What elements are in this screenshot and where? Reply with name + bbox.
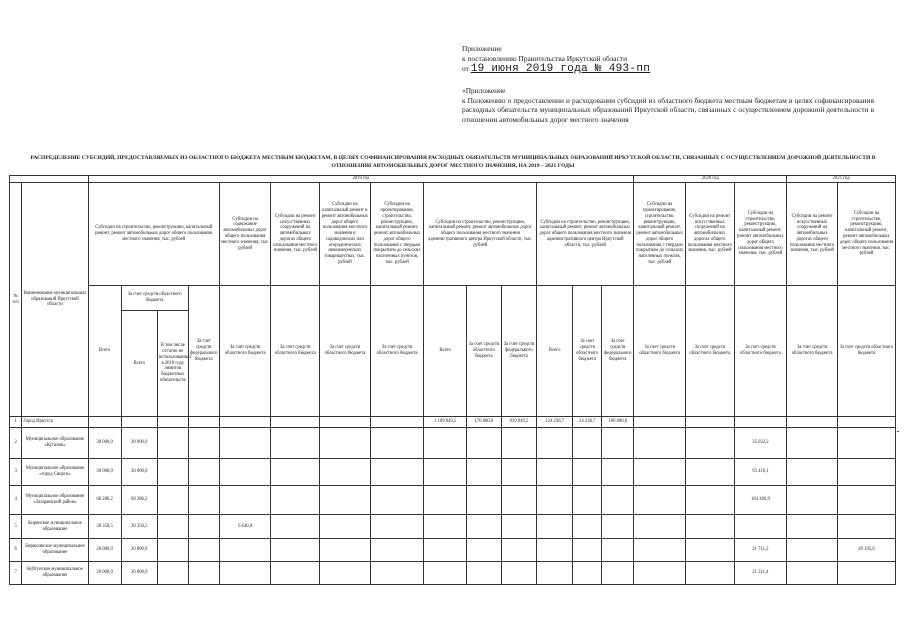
row-number: 2 bbox=[10, 428, 22, 459]
sub-regional-constr2021: За счет средств областного бюджета bbox=[837, 286, 895, 417]
appendix-label: Приложение bbox=[462, 44, 502, 53]
cell-value: 30 000,0 bbox=[88, 459, 121, 486]
cell-value bbox=[685, 486, 734, 515]
cell-value bbox=[501, 562, 536, 585]
cell-value bbox=[837, 515, 895, 539]
cell-value bbox=[157, 562, 188, 585]
sub-federal-adm2019: За счет средств федерального бюджета bbox=[501, 286, 536, 417]
cell-value: 21 311,4 bbox=[734, 562, 787, 585]
municipality-name: Муниципальное образование «город Свирск» bbox=[22, 459, 88, 486]
cell-value: 20 000,0 bbox=[121, 539, 157, 562]
cell-value: 184 400,9 bbox=[734, 486, 787, 515]
sub-regional-rural2020: За счет средств областного бюджета bbox=[634, 286, 686, 417]
cell-value bbox=[537, 539, 573, 562]
cell-value bbox=[634, 459, 686, 486]
cell-value: 21 711,2 bbox=[734, 539, 787, 562]
cell-value bbox=[634, 539, 686, 562]
resolution-line: к постановлению Правительства Иркутской области bbox=[462, 53, 628, 63]
col-2020-construction: Субсидии на строительство, реконструкцию, капитальный ремонт, ремонт автомобильных дорог общего пользования местного значения, тыс. рублей bbox=[734, 183, 787, 286]
sub-total-2019: Всего bbox=[88, 286, 121, 417]
cell-value: 30 350,5 bbox=[121, 515, 157, 539]
cell-value bbox=[466, 562, 501, 585]
cell-value bbox=[602, 515, 634, 539]
cell-value bbox=[370, 459, 424, 486]
sub-total-regional-2019: Всего bbox=[121, 311, 157, 417]
cell-value bbox=[837, 486, 895, 515]
cell-value: 30 000,0 bbox=[121, 428, 157, 459]
row-number: 6 bbox=[10, 539, 22, 562]
cell-value: 170 000,0 bbox=[466, 417, 501, 428]
sub-regional-adm2019: За счет средств областного бюджета bbox=[466, 286, 501, 417]
cell-value: 24 236,7 bbox=[573, 417, 602, 428]
municipality-name: Бирюсинское муниципальное образование bbox=[22, 539, 88, 562]
cell-value bbox=[787, 486, 838, 515]
sub-federal-2019: За счет средств федерального бюджета bbox=[188, 286, 219, 417]
col-2021-construction: Субсидии на строительство, реконструкцию, капитальный ремонт, ремонт автомобильных дорог общего пользования местного значения, тыс. рублей bbox=[837, 183, 895, 286]
cell-value bbox=[188, 459, 219, 486]
cell-value bbox=[188, 539, 219, 562]
cell-value bbox=[602, 486, 634, 515]
col-number: № п/п bbox=[10, 183, 22, 417]
col-2020-rural: Субсидии на проектирование, строительство, реконструкцию, капитальный ремонт, ремонт автомобильных дорог общего пользования с твердым покрытием до сельских населенных пунктов, тыс. рублей bbox=[634, 183, 686, 286]
cell-value bbox=[88, 417, 121, 428]
cell-value bbox=[320, 417, 371, 428]
sub-total-adm2020: Всего bbox=[537, 286, 573, 417]
sub-regional-artif2020: За счет средств областного бюджета bbox=[685, 286, 734, 417]
table-row bbox=[10, 515, 896, 539]
cell-value: 124 236,7 bbox=[537, 417, 573, 428]
municipality-name: Муниципальное образование «Куталик» bbox=[22, 428, 88, 459]
cell-value: 30 000,0 bbox=[88, 428, 121, 459]
cell-value bbox=[271, 459, 320, 486]
cell-value bbox=[219, 486, 271, 515]
cell-value bbox=[424, 459, 466, 486]
col-2019-artificial: Субсидии на ремонт искусственных сооружений на автомобильных дорогах общего пользования местного значения, тыс. рублей bbox=[271, 183, 320, 286]
col-2019-construction: Субсидии на строительство, реконструкцию, капитальный ремонт, ремонт автомобильных дорог общего пользования местного значения, тыс. рублей bbox=[88, 183, 219, 286]
cell-value bbox=[501, 515, 536, 539]
cell-value bbox=[219, 428, 271, 459]
cell-value bbox=[573, 562, 602, 585]
cell-value: 30 000,0 bbox=[121, 459, 157, 486]
cell-value bbox=[424, 428, 466, 459]
col-municipality: Наименование муниципальных образований Иркутской области bbox=[22, 183, 88, 417]
cell-value bbox=[320, 428, 371, 459]
cell-value bbox=[219, 539, 271, 562]
cell-value bbox=[370, 515, 424, 539]
cell-value bbox=[685, 562, 734, 585]
cell-value: 20 000,0 bbox=[88, 562, 121, 585]
cell-value bbox=[573, 515, 602, 539]
cell-value bbox=[602, 459, 634, 486]
cell-value bbox=[466, 428, 501, 459]
municipality-name: Муниципальное образование «Заларинский район» bbox=[22, 486, 88, 515]
cell-value bbox=[424, 486, 466, 515]
cell-value bbox=[157, 417, 188, 428]
cell-value: 49 105,6 bbox=[837, 539, 895, 562]
cell-value bbox=[370, 562, 424, 585]
cell-value bbox=[271, 539, 320, 562]
row-number: 4 bbox=[10, 486, 22, 515]
cell-value bbox=[685, 428, 734, 459]
cell-value: 30 350,5 bbox=[88, 515, 121, 539]
row-number: 5 bbox=[10, 515, 22, 539]
cell-value bbox=[466, 515, 501, 539]
year-2019: 2019 год bbox=[88, 176, 634, 183]
cell-value bbox=[634, 417, 686, 428]
date-line bbox=[462, 64, 650, 75]
cell-value bbox=[271, 515, 320, 539]
cell-value bbox=[787, 515, 838, 539]
cell-value: 20 000,0 bbox=[121, 562, 157, 585]
col-2019-gardening: Субсидии на капитальный ремонт и ремонт автомобильных дорог общего пользования местного значения в садоводческих или огороднических некоммерческих товариществах, тыс. рублей bbox=[320, 183, 371, 286]
cell-value bbox=[157, 515, 188, 539]
cell-value: 68 286,2 bbox=[121, 486, 157, 515]
cell-value bbox=[370, 417, 424, 428]
table-row bbox=[10, 428, 896, 459]
regulation-text: к Положению о предоставлении и расходовании субсидий из областного бюджета местным бюджетам в целях софинансирования расходных обязательств муниципальных образований Иркутской области, связанных с осуществлением дорожной деятельности в отношении автомобильных дорог местного значения bbox=[462, 95, 874, 124]
cell-value bbox=[370, 428, 424, 459]
cell-value bbox=[685, 459, 734, 486]
cell-value bbox=[271, 417, 320, 428]
cell-value bbox=[787, 428, 838, 459]
row-number: 1 bbox=[10, 417, 22, 428]
cell-value: 68 286,2 bbox=[88, 486, 121, 515]
appendix-header bbox=[462, 44, 650, 75]
cell-value bbox=[466, 539, 501, 562]
cell-value bbox=[787, 539, 838, 562]
cell-value bbox=[188, 486, 219, 515]
scan-speck bbox=[897, 431, 899, 432]
col-2020-artificial: Субсидии на ремонт искусственных сооружений на автомобильных дорогах общего пользования местного значения, тыс. рублей bbox=[685, 183, 734, 286]
appendix2-label: «Приложение bbox=[462, 86, 506, 95]
cell-value bbox=[188, 515, 219, 539]
sub-incl-remains: В том числе остаток не использованных в 2018 году лимитов бюджетных обязательств bbox=[157, 311, 188, 417]
row-number: 3 bbox=[10, 459, 22, 486]
cell-value bbox=[320, 562, 371, 585]
cell-value bbox=[734, 515, 787, 539]
cell-value: 35 032,2 bbox=[734, 428, 787, 459]
cell-value bbox=[602, 428, 634, 459]
cell-value bbox=[320, 459, 371, 486]
subsidy-table bbox=[9, 175, 896, 585]
municipality-name: Город Иркутск bbox=[22, 417, 88, 428]
cell-value bbox=[537, 562, 573, 585]
cell-value bbox=[320, 486, 371, 515]
cell-value bbox=[219, 459, 271, 486]
cell-value bbox=[121, 417, 157, 428]
cell-value: 20 000,0 bbox=[88, 539, 121, 562]
cell-value bbox=[320, 539, 371, 562]
cell-value: 939 049,5 bbox=[501, 417, 536, 428]
cell-value bbox=[573, 459, 602, 486]
cell-value bbox=[634, 515, 686, 539]
cell-value bbox=[424, 515, 466, 539]
sub-regional-garden: За счет средств областного бюджета bbox=[320, 286, 371, 417]
cell-value bbox=[320, 515, 371, 539]
cell-value: 93 416,1 bbox=[734, 459, 787, 486]
cell-value bbox=[219, 562, 271, 585]
cell-value bbox=[157, 486, 188, 515]
cell-value bbox=[188, 417, 219, 428]
cell-value bbox=[466, 459, 501, 486]
cell-value bbox=[537, 459, 573, 486]
from-prefix: от bbox=[462, 64, 469, 73]
cell-value bbox=[573, 428, 602, 459]
cell-value bbox=[634, 428, 686, 459]
cell-value bbox=[157, 428, 188, 459]
cell-value bbox=[787, 417, 838, 428]
year-2021: 2021 год bbox=[787, 176, 896, 183]
table-row bbox=[10, 562, 896, 585]
cell-value bbox=[685, 539, 734, 562]
cell-value bbox=[501, 486, 536, 515]
document-title: РАСПРЕДЕЛЕНИЕ СУБСИДИЙ, ПРЕДОСТАВЛЯЕМЫХ ИЗ ОБЛАСТНОГО БЮДЖЕТА МЕСТНЫМ БЮДЖЕТАМ, В ЦЕЛЯХ СОФИНАНСИРОВАНИЯ РАСХОДНЫХ ОБЯЗАТЕЛЬСТВ МУНИЦИПАЛЬНЫХ ОБРАЗОВАНИЙ ИРКУТСКОЙ ОБЛАСТИ, СВЯЗАННЫХ С ОСУЩЕСТВЛЕНИЕМ ДОРОЖНОЙ ДЕЯТЕЛЬНОСТИ В ОТНОШЕНИИ АВТОМОБИЛЬНЫХ ДОРОГ МЕСТНОГО ЗНАЧЕНИЯ, НА 2019 – 2021 ГОДЫ bbox=[30, 155, 876, 169]
sub-regional-2019: За счет средств областного бюджета bbox=[121, 286, 188, 311]
cell-value bbox=[271, 428, 320, 459]
cell-value bbox=[634, 562, 686, 585]
cell-value bbox=[501, 428, 536, 459]
municipality-name: Куйтунское муниципальное образование bbox=[22, 562, 88, 585]
cell-value bbox=[188, 428, 219, 459]
cell-value bbox=[271, 486, 320, 515]
cell-value bbox=[573, 539, 602, 562]
year-2020: 2020 год bbox=[634, 176, 787, 183]
cell-value bbox=[537, 515, 573, 539]
sub-regional-rural: За счет средств областного бюджета bbox=[370, 286, 424, 417]
cell-value bbox=[573, 486, 602, 515]
cell-value bbox=[466, 486, 501, 515]
cell-value bbox=[634, 486, 686, 515]
cell-value bbox=[837, 417, 895, 428]
sub-regional-artif2021: За счет средств областного бюджета bbox=[787, 286, 838, 417]
sub-total-adm2019: Всего bbox=[424, 286, 466, 417]
cell-value bbox=[424, 539, 466, 562]
cell-value bbox=[602, 539, 634, 562]
cell-value bbox=[271, 562, 320, 585]
cell-value bbox=[219, 417, 271, 428]
cell-value bbox=[787, 562, 838, 585]
table-row bbox=[10, 417, 896, 428]
cell-value bbox=[685, 417, 734, 428]
col-2021-artificial: Субсидии на ремонт искусственных сооружений на автомобильных дорогах общего пользования местного значения, тыс. рублей bbox=[787, 183, 838, 286]
municipality-name: Киренское муниципальное образование bbox=[22, 515, 88, 539]
cell-value bbox=[501, 539, 536, 562]
cell-value bbox=[157, 459, 188, 486]
row-number: 7 bbox=[10, 562, 22, 585]
table-row bbox=[10, 539, 896, 562]
sub-regional-constr2020: За счет средств областного бюджета bbox=[734, 286, 787, 417]
cell-value: 1 109 049,5 bbox=[424, 417, 466, 428]
col-2019-maintenance: Субсидии на содержание автомобильных дорог общего пользования местного значения, тыс. рублей bbox=[219, 183, 271, 286]
cell-value bbox=[837, 459, 895, 486]
cell-value bbox=[734, 417, 787, 428]
cell-value bbox=[837, 428, 895, 459]
table-row bbox=[10, 486, 896, 515]
cell-value bbox=[837, 562, 895, 585]
cell-value bbox=[370, 486, 424, 515]
cell-value bbox=[602, 562, 634, 585]
table-row bbox=[10, 459, 896, 486]
regulation-header bbox=[462, 86, 874, 124]
cell-value: 100 000,0 bbox=[602, 417, 634, 428]
sub-regional-adm2020: За счет средств областного бюджета bbox=[573, 286, 602, 417]
col-2019-rural: Субсидии на проектирование, строительство, реконструкцию, капитальный ремонт, ремонт автомобильных дорог общего пользования с твердым покрытием до сельских населенных пунктов, тыс. рублей bbox=[370, 183, 424, 286]
cell-value bbox=[537, 428, 573, 459]
sub-federal-adm2020: За счет средств федерального бюджета bbox=[602, 286, 634, 417]
sub-regional-artif: За счет средств областного бюджета bbox=[271, 286, 320, 417]
cell-value bbox=[157, 539, 188, 562]
cell-value: 6 640,0 bbox=[219, 515, 271, 539]
cell-value bbox=[424, 562, 466, 585]
cell-value bbox=[370, 539, 424, 562]
cell-value bbox=[787, 459, 838, 486]
handwritten-date: 19 июня 2019 года № 493-пп bbox=[470, 63, 651, 75]
col-2019-admcenter: Субсидии на строительство, реконструкцию, капитальный ремонт, ремонт автомобильных дорог общего пользования местного значения административного центра Иркутской области, тыс. рублей bbox=[424, 183, 537, 286]
sub-regional-maint: За счет средств областного бюджета bbox=[219, 286, 271, 417]
cell-value bbox=[501, 459, 536, 486]
col-2020-admcenter: Субсидии на строительство, реконструкцию, капитальный ремонт, ремонт автомобильных дорог общего пользования местного значения административного центра Иркутской области, тыс. рублей bbox=[537, 183, 634, 286]
cell-value bbox=[188, 562, 219, 585]
cell-value bbox=[537, 486, 573, 515]
cell-value bbox=[685, 515, 734, 539]
